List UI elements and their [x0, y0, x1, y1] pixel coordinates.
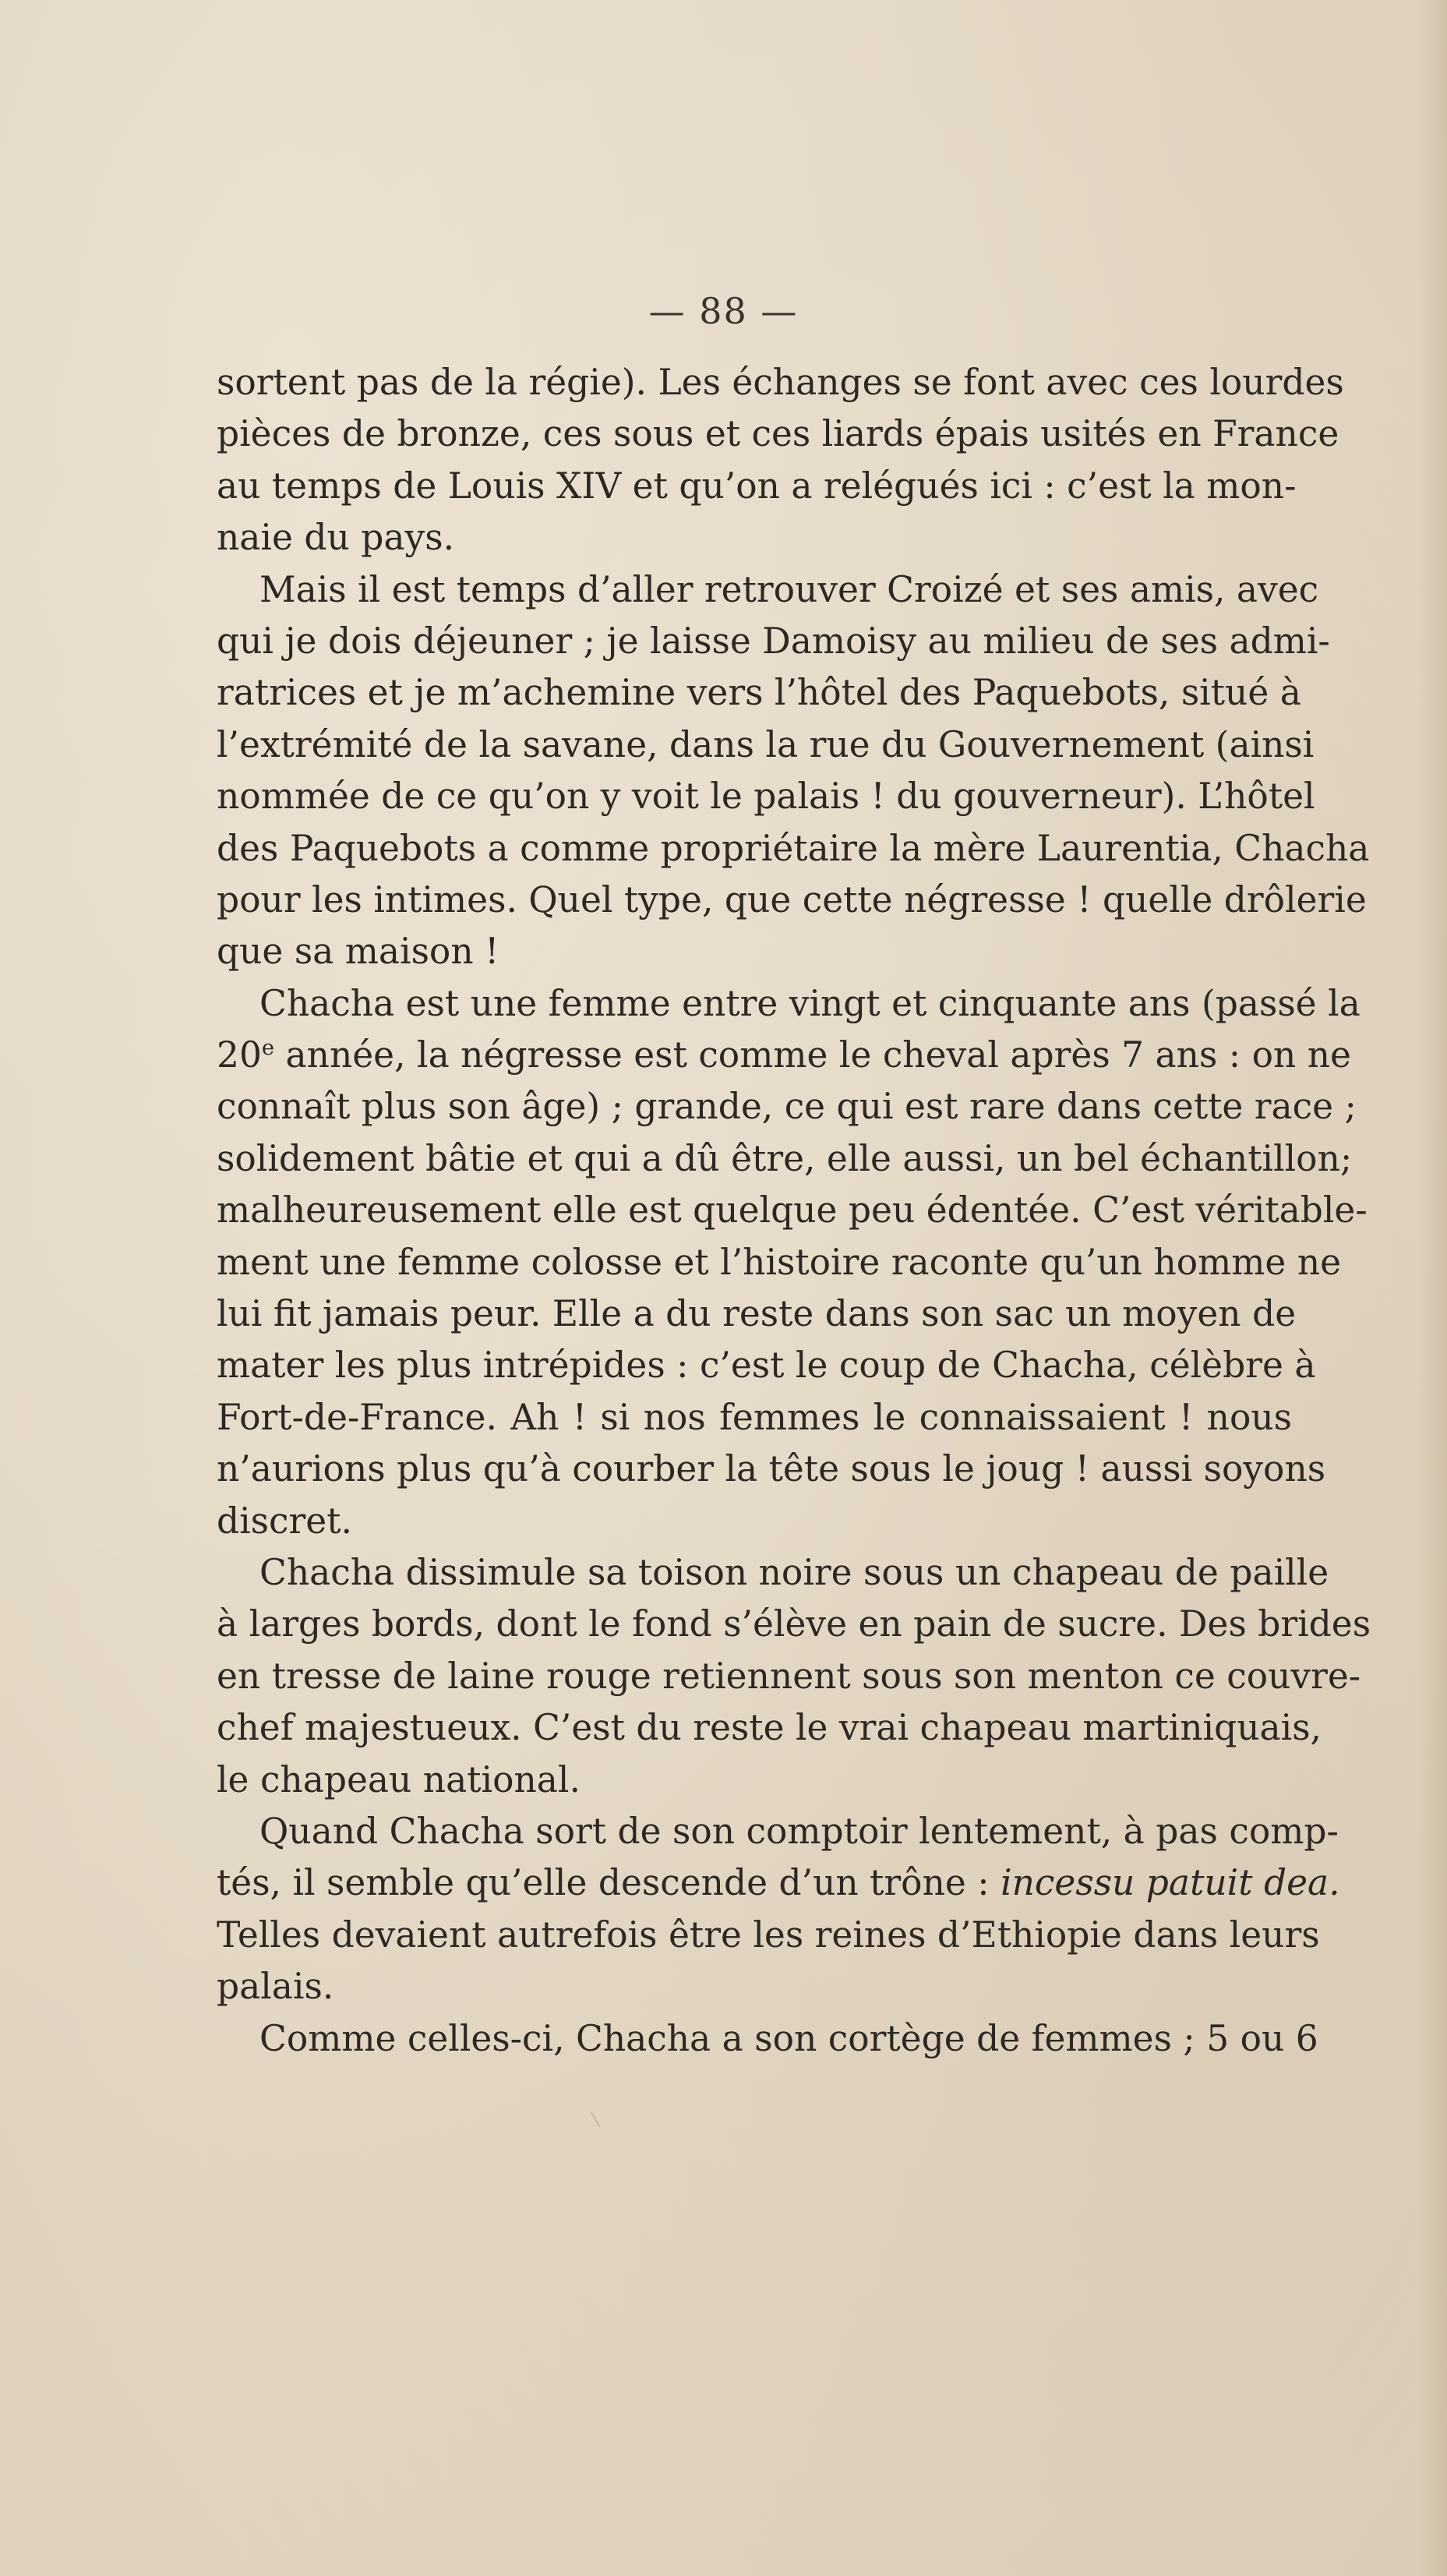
text-line: solidement bâtie et qui a dû être, elle aussi, un bel échantillon;	[217, 1137, 1353, 1179]
text-line	[217, 1030, 1351, 1081]
ordinal-suffix: e	[261, 1035, 275, 1060]
text-line: ratrices et je m’achemine vers l’hôtel des Paquebots, situé à	[217, 672, 1301, 714]
ordinal-number: 20	[217, 1034, 262, 1076]
text-line: malheureusement elle est quelque peu édentée. C’est véritable-	[217, 1189, 1368, 1231]
text-line: Mais il est temps d’aller retrouver Croizé et ses amis, avec	[259, 568, 1319, 610]
text-line: Comme celles-ci, Chacha a son cortège de femmes ; 5 ou 6	[259, 2017, 1318, 2059]
text-line: au temps de Louis XIV et qu’on a relégués ici : c’est la mon-	[217, 465, 1297, 507]
paper-blemish	[591, 2111, 601, 2127]
text-line: discret.	[217, 1500, 352, 1542]
text-line: naie du pays.	[217, 517, 455, 559]
text-line: à larges bords, dont le fond s’élève en pain de sucre. Des brides	[217, 1603, 1371, 1645]
text-line-rest: année, la négresse est comme le cheval après 7 ans : on ne	[274, 1034, 1351, 1076]
text-line-start: tés, il semble qu’elle descende d’un trône :	[217, 1862, 1001, 1904]
text-line: ment une femme colosse et l’histoire raconte qu’un homme ne	[217, 1241, 1342, 1283]
text-line: l’extrémité de la savane, dans la rue du Gouvernement (ainsi	[217, 723, 1315, 765]
text-line: Chacha est une femme entre vingt et cinquante ans (passé la	[259, 982, 1361, 1024]
latin-quote: incessu patuit dea.	[1001, 1862, 1340, 1904]
text-line: en tresse de laine rouge retiennent sous son menton ce couvre-	[217, 1655, 1361, 1697]
text-line: le chapeau national.	[217, 1758, 581, 1800]
text-line: sortent pas de la régie). Les échanges se font avec ces lourdes	[217, 362, 1344, 403]
text-line: connaît plus son âge) ; grande, ce qui est rare dans cette race ;	[217, 1086, 1357, 1128]
text-line: Chacha dissimule sa toison noire sous un chapeau de paille	[259, 1551, 1329, 1593]
page-edge-shadow	[1417, 0, 1447, 2576]
text-line: pour les intimes. Quel type, que cette négresse ! quelle drôlerie	[217, 878, 1367, 921]
text-line: Telles devaient autrefois être les reines d’Ethiopie dans leurs	[217, 1913, 1320, 1956]
text-line: qui je dois déjeuner ; je laisse Damoisy au milieu de ses admi-	[217, 620, 1330, 662]
text-line: chef majestueux. C’est du reste le vrai chapeau martiniquais,	[217, 1707, 1322, 1749]
body-text	[217, 357, 1371, 2065]
text-line: Fort-de-France. Ah ! si nos femmes le connaissaient ! nous	[217, 1396, 1292, 1438]
text-line: lui fit jamais peur. Elle a du reste dans son sac un moyen de	[217, 1293, 1297, 1335]
page-number: — 88 —	[648, 290, 799, 332]
text-line: Quand Chacha sort de son comptoir lentement, à pas comp-	[259, 1810, 1339, 1852]
text-line: des Paquebots a comme propriétaire la mère Laurentia, Chacha	[217, 827, 1370, 869]
text-line: palais.	[217, 1966, 334, 2008]
text-line: nommée de ce qu’on y voit le palais ! du gouverneur). L’hôtel	[217, 776, 1315, 818]
text-line: pièces de bronze, ces sous et ces liards épais usités en France	[217, 413, 1339, 455]
text-line: n’aurions plus qu’à courber la tête sous le joug ! aussi soyons	[217, 1448, 1326, 1490]
text-line: mater les plus intrépides : c’est le coup de Chacha, célèbre à	[217, 1345, 1316, 1387]
text-line	[217, 1857, 1340, 1909]
text-line: que sa maison !	[217, 931, 499, 973]
